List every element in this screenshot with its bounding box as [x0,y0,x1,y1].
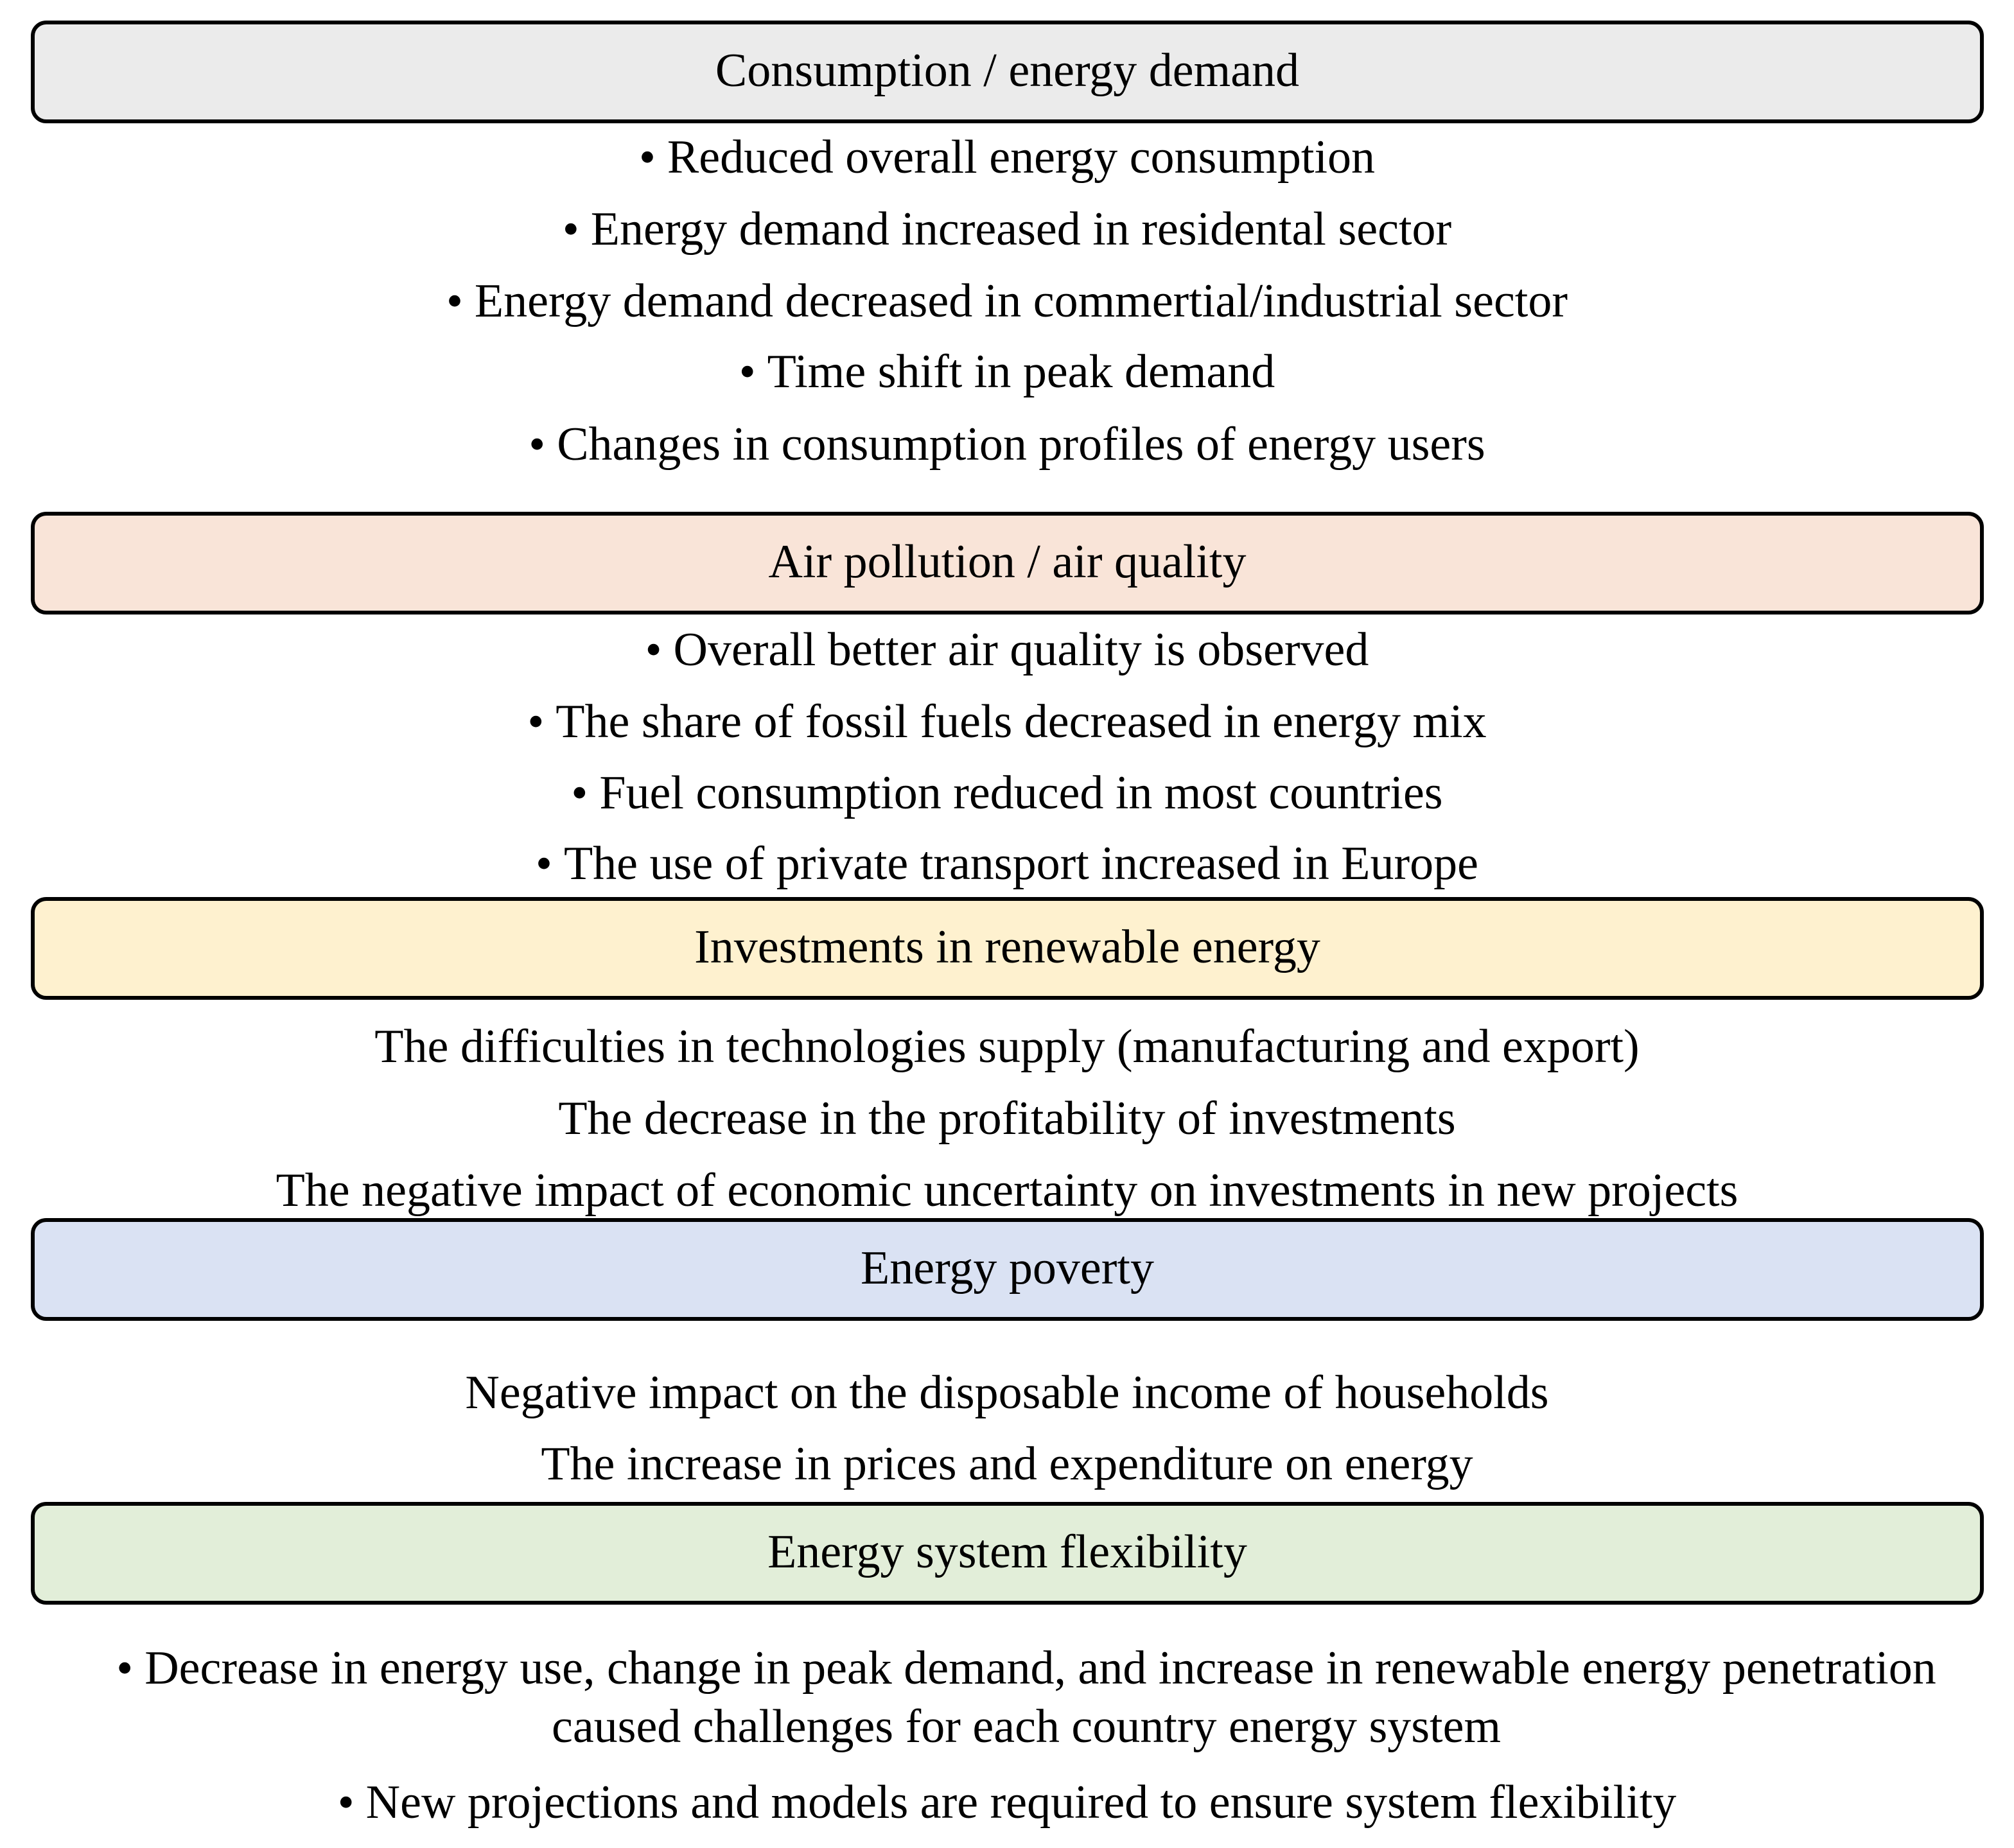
list-item-text: Energy demand increased in residental sector [590,203,1452,256]
list-item-text: Time shift in peak demand [767,345,1275,398]
list-item-text: New projections and models are required to ensure system flexibility [365,1776,1677,1829]
list-item-text: The use of private transport increased in Europe [563,837,1478,890]
bullet-icon: • [638,131,656,184]
section-title: Consumption / energy demand [715,44,1300,97]
list-item-text: Changes in consumption profiles of energy users [557,418,1485,471]
bullet-icon: • [446,275,463,327]
bullet-icon: • [739,345,756,398]
list-item [0,623,2014,676]
bullet-icon: • [536,837,552,890]
list-item [0,1164,2014,1217]
list-item-text: Negative impact on the disposable income of households [465,1366,1549,1419]
list-item-text: Decrease in energy use, change in peak demand, and increase in renewable energy penetration caused challenges for each country energy system [144,1642,1936,1753]
list-item [0,277,2014,325]
list-item [0,769,2014,817]
section-title: Energy system flexibility [767,1526,1247,1578]
list-item [0,131,2014,184]
list-item [0,418,2014,471]
bullet-icon: • [337,1776,355,1829]
list-item-text: Overall better air quality is observed [673,623,1369,676]
section-title: Investments in renewable energy [694,921,1320,973]
section-title: Energy poverty [861,1242,1154,1294]
section-header-system-flexibility [31,1502,1984,1605]
list-item [0,1776,2014,1829]
list-item [0,203,2014,256]
list-item-text: Reduced overall energy consumption [667,131,1376,184]
section-title: Air pollution / air quality [768,536,1247,588]
list-item [0,1092,2014,1145]
list-item [0,1020,2014,1073]
bullet-icon: • [571,767,588,819]
bullet-icon: • [562,203,579,256]
bullet-icon: • [527,695,545,748]
list-item-text: The difficulties in technologies supply (manufacturing and export) [374,1020,1640,1073]
bullet-icon: • [116,1642,134,1695]
list-item [0,345,2014,398]
bullet-icon: • [529,418,546,471]
list-item-text: Energy demand decreased in commertial/industrial sector [474,275,1568,327]
list-item-text: Fuel consumption reduced in most countries [599,767,1443,819]
bullet-icon: • [645,623,662,676]
list-item-text: The share of fossil fuels decreased in energy mix [556,695,1487,748]
list-item [0,695,2014,748]
list-item-text: The decrease in the profitability of investments [558,1092,1456,1145]
list-item [0,1440,2014,1488]
list-item-text: The negative impact of economic uncertainty on investments in new projects [276,1164,1738,1217]
list-item [0,1366,2014,1419]
section-header-air-quality [31,512,1984,615]
section-header-consumption [31,21,1984,123]
section-header-energy-poverty [31,1218,1984,1321]
list-item [0,837,2014,890]
section-header-investments [31,897,1984,1000]
list-item [108,1639,1945,1756]
list-item-text: The increase in prices and expenditure on energy [541,1438,1473,1490]
